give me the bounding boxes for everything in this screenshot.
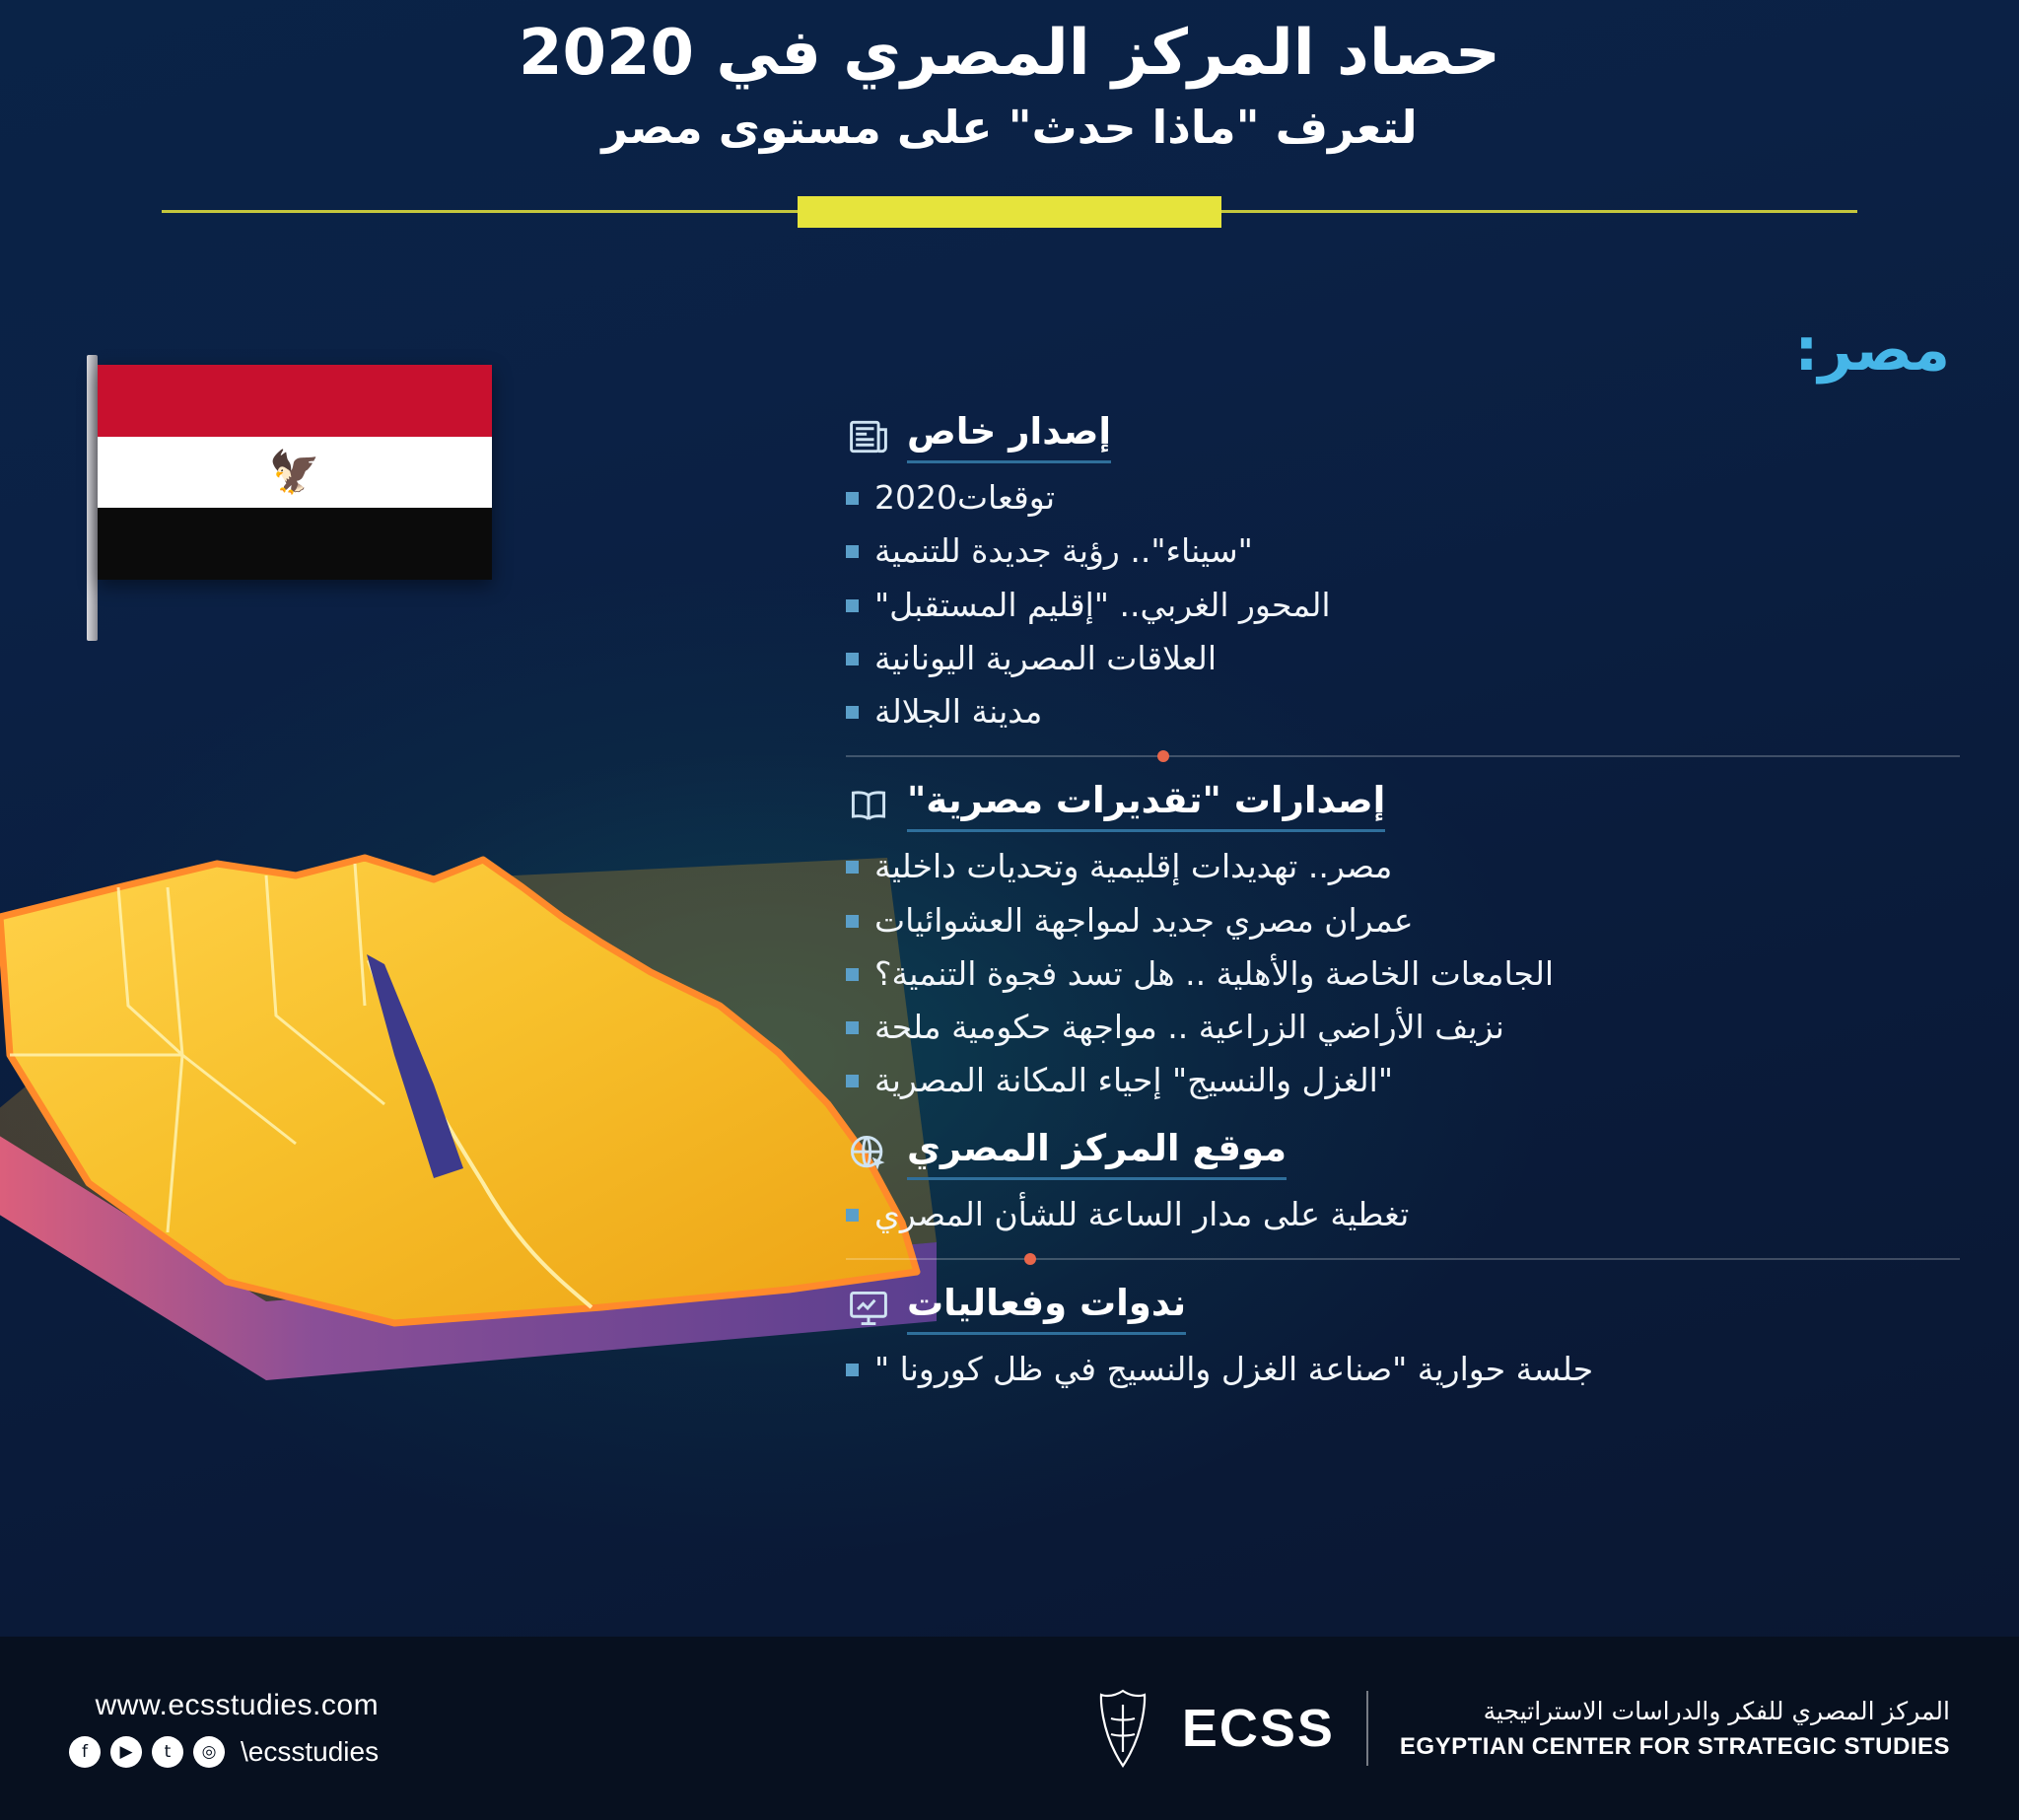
section-header [846,779,1960,832]
list-item-label: عمران مصري جديد لمواجهة العشوائيات [874,900,1414,940]
list-item [846,900,1960,941]
footer [0,1637,2019,1820]
list-item-label: مدينة الجلالة [874,692,1043,731]
flag-band-black [98,508,492,580]
bullet-square-icon [846,599,859,612]
list-item [846,953,1960,994]
bullet-square-icon [846,492,859,505]
list-item-label: نزيف الأراضي الزراعية .. مواجهة حكومية ملحة [874,1008,1504,1046]
section-title: ندوات وفعاليات [907,1282,1186,1335]
section-divider [846,1258,1960,1260]
section-title: إصدارات "تقديرات مصرية" [907,779,1385,832]
youtube-icon[interactable]: ▶ [110,1736,142,1768]
brand-block [1081,1683,1950,1774]
bullet-square-icon [846,968,859,981]
list-item [846,691,1960,732]
flag-band-red [98,365,492,437]
instagram-icon[interactable]: ◎ [193,1736,225,1768]
list-item [846,1007,1960,1047]
list-item [846,1349,1960,1389]
twitter-icon[interactable]: t [152,1736,183,1768]
list-item [846,638,1960,678]
divider-dot-icon [1024,1253,1036,1265]
page-subtitle: لتعرف "ماذا حدث" على مستوى مصر [601,100,1418,154]
section-egyptian-estimates [846,779,1960,1100]
list-item-label: جلسة حوارية "صناعة الغزل والنسيج في ظل كورونا " [874,1349,1594,1388]
title-divider [162,191,1857,231]
bullet-square-icon [846,653,859,665]
footer-contact [69,1689,379,1768]
section-list [846,1194,1960,1234]
country-label: مصر: [1794,315,1950,385]
section-header [846,1282,1960,1335]
list-item [846,846,1960,886]
bullet-square-icon [846,706,859,719]
section-divider [846,755,1960,757]
flag-cloth [98,365,492,580]
bullet-square-icon [846,1075,859,1087]
bullet-square-icon [846,915,859,928]
website-url[interactable]: www.ecsstudies.com [95,1689,380,1721]
section-list [846,1349,1960,1389]
page-title: حصاد المركز المصري في 2020 [518,17,1501,90]
flag-band-white [98,437,492,509]
newspaper-icon [846,414,891,459]
brand-name-arabic: المركز المصري للفكر والدراسات الاستراتيجية [1483,1696,1950,1725]
bullet-square-icon [846,545,859,558]
book-icon [846,783,891,828]
list-item-label: الجامعات الخاصة والأهلية .. هل تسد فجوة التنمية؟ [874,953,1555,993]
list-item [846,1194,1960,1234]
list-item-label: "سيناء".. رؤية جديدة للتنمية [874,531,1253,571]
list-item-label: مصر.. تهديدات إقليمية وتحديات داخلية [874,847,1393,886]
list-item-label: "الغزل والنسيج" إحياء المكانة المصرية [874,1061,1394,1100]
section-header [846,1127,1960,1180]
facebook-icon[interactable]: f [69,1736,101,1768]
divider-dot-icon [1157,750,1169,762]
section-list [846,846,1960,1100]
content-column [846,315,1960,1402]
globe-cursor-icon [846,1131,891,1176]
brand-names [1400,1697,1950,1761]
bullet-square-icon [846,1364,859,1376]
header [0,0,2019,296]
ecss-logo-icon [1081,1683,1164,1774]
list-item [846,1060,1960,1100]
section-special-issue [846,410,1960,732]
bullet-square-icon [846,861,859,874]
presentation-icon [846,1286,891,1331]
section-header [846,410,1960,463]
eagle-emblem-icon: 🦅 [268,448,321,496]
section-title: موقع المركز المصري [907,1127,1287,1180]
brand-separator [1366,1691,1368,1766]
bullet-square-icon [846,1021,859,1034]
section-title: إصدار خاص [907,410,1111,463]
section-list [846,477,1960,732]
brand-name-english: EGYPTIAN CENTER FOR STRATEGIC STUDIES [1399,1732,1950,1760]
social-handle: \ecsstudies [241,1736,380,1767]
section-website [846,1127,1960,1234]
section-seminars-events [846,1282,1960,1389]
list-item [846,477,1960,518]
list-item [846,530,1960,571]
brand-logo-text: ECSS [1181,1699,1335,1758]
social-links [69,1736,379,1768]
list-item-label: تغطية على مدار الساعة للشأن المصري [874,1194,1410,1233]
footer-inner [0,1637,2019,1820]
divider-block [798,196,1221,228]
list-item-label: العلاقات المصرية اليونانية [874,638,1218,677]
bullet-square-icon [846,1209,859,1222]
list-item [846,585,1960,625]
list-item-label: المحور الغربي.. "إقليم المستقبل" [874,585,1331,624]
list-item-label: توقعات2020 [874,478,1056,517]
